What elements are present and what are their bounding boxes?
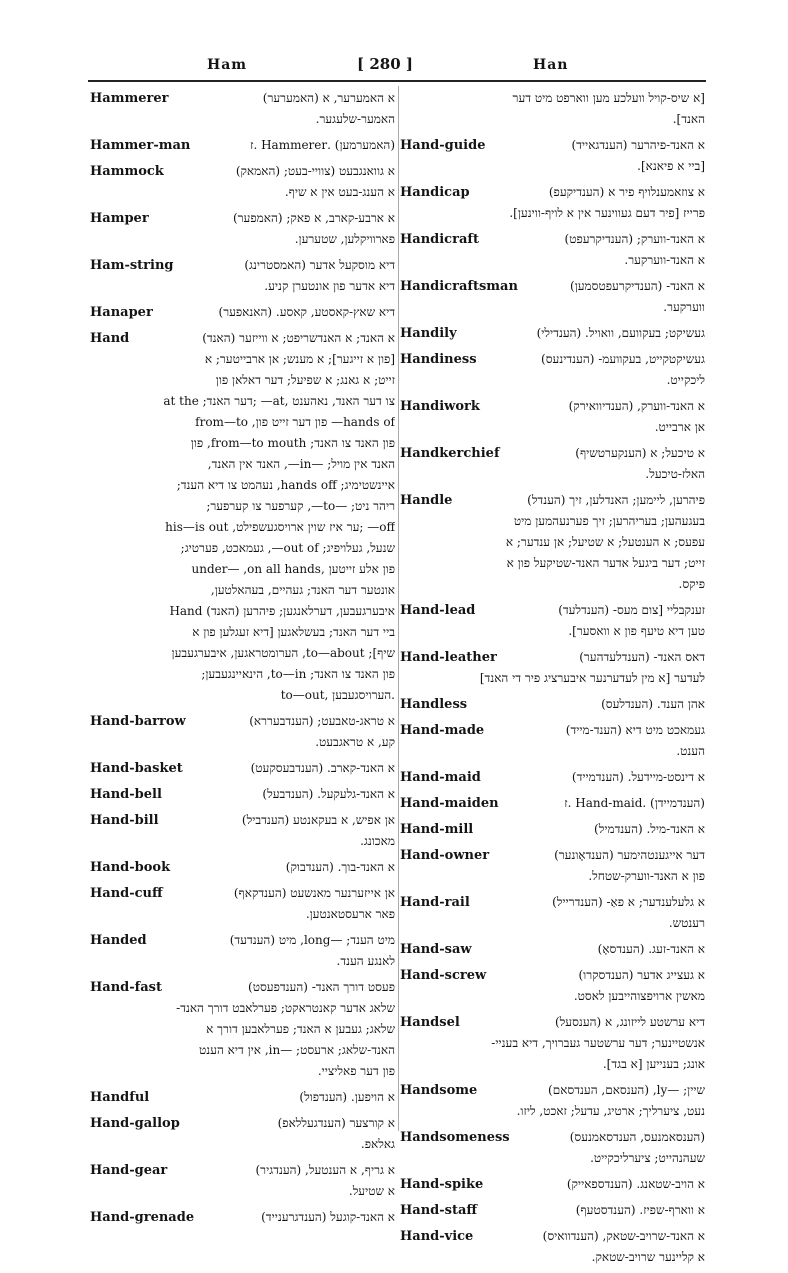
headword: Handicap — [400, 185, 470, 200]
definition-continuation: א הענג-בעט אין א שיף. — [284, 185, 395, 199]
definition-continuation: א שטיעל. — [348, 1184, 395, 1198]
definition-continuation: from—to ,פון דער זייט פון —hands of — [195, 415, 395, 429]
definition-continuation: א האנד-ווערקער. — [624, 253, 705, 267]
definition-text: זענקבליי [צום מעס- (הענדלעד) — [558, 603, 705, 617]
definition-continuation: האמער-שלעגער. — [315, 112, 395, 126]
headword: Hand-gear — [90, 1163, 168, 1178]
dictionary-entry — [400, 490, 705, 595]
definition-text: א האנד-זעג. (הענדסאָ) — [597, 942, 705, 956]
dictionary-entry — [400, 349, 705, 391]
dictionary-entry — [90, 302, 395, 323]
headword: Hamper — [90, 211, 149, 226]
definition-continuation: האנד]. — [672, 112, 705, 126]
entry-first-line — [90, 208, 395, 229]
entry-first-line — [90, 88, 395, 109]
dictionary-entry — [400, 647, 705, 689]
definition-text: א קורצער (הענדגעללאפ) — [277, 1116, 395, 1130]
definition-continuation: פון דער פאליציי. — [317, 1064, 395, 1078]
definition-continuation: פיקס. — [678, 577, 705, 591]
definition-continuation: אן ארבייט. — [654, 420, 705, 434]
dictionary-entry — [400, 323, 705, 344]
definition-continuation: עפעס; א הענטעל; א שטיעל; אן ענדער; א — [505, 535, 705, 549]
definition-text: א ארבע-קארב, א פאק; (האמפער) — [232, 211, 395, 225]
definition-text: שיין; —ly, (הענסאם, הענדסאם) — [548, 1083, 705, 1097]
entry-first-line — [400, 1174, 705, 1195]
definition-continuation: פארוויקלען, שטערען. — [294, 232, 395, 246]
headword: Hand — [90, 331, 130, 346]
left-column — [90, 88, 395, 1233]
definition-text: א ווארף-שפיז. (הענדסטעף) — [575, 1203, 705, 1217]
definition-continuation: האנד אין מויל; —in—, האנד אין האנד, — [207, 457, 395, 471]
definition-text: א האנד-בוך. (הענדבוק) — [285, 860, 395, 874]
definition-text: דיא שאץ-קאסטע, קאסע. (האנאפער) — [218, 305, 395, 319]
dictionary-entry — [400, 767, 705, 788]
headword: Hand-barrow — [90, 714, 186, 729]
definition-continuation: דיא אדער פון אונטערן קניע. — [264, 279, 395, 293]
definition-continuation: איינשטימיג; hands off, נעהמט צו דיא הענד; — [176, 478, 395, 492]
definition-text: א האמערער, א (האמערער) — [262, 91, 395, 105]
entry-first-line — [400, 349, 705, 370]
definition-text: אהן הענד. (הענדלעס) — [601, 697, 705, 711]
entry-first-line — [400, 1200, 705, 1221]
entry-first-line — [90, 930, 395, 951]
entry-first-line — [400, 135, 705, 156]
entry-first-line — [400, 819, 705, 840]
dictionary-entry — [90, 1087, 395, 1108]
dictionary-entry — [400, 276, 705, 318]
definition-text: דאס האנד- (הענדלעדהער) — [579, 650, 705, 664]
definition-text: געשיקטקייט, בעקוועמ- (הענדינעס) — [541, 352, 705, 366]
headword: Hand-lead — [400, 603, 476, 618]
dictionary-entry — [400, 182, 705, 224]
dictionary-entry — [400, 443, 705, 485]
definition-text: פעסט דורך האנד- (הענדפעסט) — [248, 980, 395, 994]
headword: Handsel — [400, 1015, 460, 1030]
entry-first-line — [400, 1080, 705, 1101]
entry-first-line — [400, 694, 705, 715]
entry-first-line — [90, 1160, 395, 1181]
dictionary-entry — [90, 328, 395, 706]
entry-first-line — [400, 88, 705, 109]
entry-first-line — [90, 1207, 395, 1228]
dictionary-entry — [90, 1207, 395, 1228]
headword: Handicraftsman — [400, 279, 518, 294]
definition-text: א צוזאמענלויף פיר א (הענדיקעפ) — [548, 185, 705, 199]
definition-text: (הענדמיידן) .Hand-maid .ז — [564, 796, 705, 810]
dictionary-entry — [90, 784, 395, 805]
dictionary-entry — [400, 819, 705, 840]
dictionary-entry — [400, 1012, 705, 1075]
definition-continuation: רענטש. — [668, 916, 705, 930]
headword: Ham-string — [90, 258, 174, 273]
definition-text: א טיכעל; א (הענקערטשיף) — [575, 446, 705, 460]
definition-continuation: פון א האנד-ווערק-שטחל. — [588, 869, 705, 883]
headword: Hand-grenade — [90, 1210, 195, 1225]
definition-text: א הויפען. (הענדפול) — [299, 1090, 395, 1104]
definition-text: א האנד-מיל. (הענדמיל) — [594, 822, 705, 836]
definition-continuation: to—out, הערויסגעבען. — [280, 688, 395, 702]
headword: Hand-vice — [400, 1229, 474, 1244]
dictionary-entry — [400, 892, 705, 934]
definition-continuation: אונג; בענייען [א בגד]. — [602, 1057, 705, 1071]
definition-continuation: זייט; א גאנג; א שפיעל; דער דאלאן פון — [215, 373, 395, 387]
entry-first-line — [90, 255, 395, 276]
headword: Hand-screw — [400, 968, 487, 983]
dictionary-entry — [400, 1200, 705, 1221]
definition-text: א דינסט-מיידעל. (הענדמייד) — [571, 770, 705, 784]
dictionary-entry — [90, 1113, 395, 1155]
definition-text: א געצייג אדער (הענדסקרו) — [578, 968, 705, 982]
definition-continuation: under— ,on all hands, פון אלע זייטען — [191, 562, 395, 576]
left-guide-word: Ham — [207, 57, 248, 73]
headword: Hand-staff — [400, 1203, 478, 1218]
headword: Hand-made — [400, 723, 485, 738]
definition-text: א האנד-ווערק; (הענדיקרעפט) — [564, 232, 705, 246]
definition-text: א האנד; א האנדשריפט; א ווייזער (האנד) — [202, 331, 395, 345]
headword: Hand-spike — [400, 1177, 484, 1192]
header-rule — [88, 80, 706, 82]
entry-first-line — [400, 1127, 705, 1148]
dictionary-entry — [400, 600, 705, 642]
entry-first-line — [90, 161, 395, 182]
headword: Hammer-man — [90, 138, 191, 153]
definition-text: א האנד-גלעקעל. (הענדבעל) — [262, 787, 395, 801]
headword: Handkerchief — [400, 446, 500, 461]
dictionary-entry — [400, 1174, 705, 1195]
entry-first-line — [90, 135, 395, 156]
definition-continuation: אונטער דער האנד; געהיים, בעהאלטען, — [210, 583, 395, 597]
entry-first-line — [90, 857, 395, 878]
entry-first-line — [400, 939, 705, 960]
dictionary-entry — [400, 1226, 705, 1268]
entry-first-line — [400, 443, 705, 464]
definition-continuation: פאר ארעסטאנטען. — [305, 907, 395, 921]
dictionary-entry — [90, 161, 395, 203]
dictionary-entry — [400, 229, 705, 271]
entry-first-line — [90, 1113, 395, 1134]
definition-continuation: at the ;דער האנד; —at, צו דער האנד, נאהענט — [163, 394, 395, 408]
entry-first-line — [400, 600, 705, 621]
dictionary-entry — [90, 88, 395, 130]
definition-text: א האנד-שרויב-שטאק, (הענדוואיס) — [542, 1229, 705, 1243]
headword: Handful — [90, 1090, 150, 1105]
entry-first-line — [400, 767, 705, 788]
definition-continuation: טען דיא טיעף פון א וואסער]. — [568, 624, 705, 638]
entry-first-line — [400, 892, 705, 913]
dictionary-entry — [400, 1127, 705, 1169]
definition-continuation: פון האנד צו האנד; from—to mouth, פון — [190, 436, 395, 450]
headword: Handless — [400, 697, 468, 712]
definition-continuation: האלז-טיכעל. — [645, 467, 705, 481]
definition-text: א גלעלענדער; א פאַ- (הענדרייל) — [552, 895, 705, 909]
headword: Hand-owner — [400, 848, 490, 863]
dictionary-entry — [400, 694, 705, 715]
entry-first-line — [400, 323, 705, 344]
entry-first-line — [90, 302, 395, 323]
entry-first-line — [400, 720, 705, 741]
definition-text: (האמערמען) .Hammerer .ז — [250, 138, 395, 152]
dictionary-entry — [400, 793, 705, 814]
headword: Hand-maiden — [400, 796, 499, 811]
definition-continuation: פרייז [פיר דעם געווינער אין א לויף-ווינען]. — [509, 206, 705, 220]
headword: Handicraft — [400, 232, 479, 247]
dictionary-entry — [90, 208, 395, 250]
dictionary-entry — [400, 720, 705, 762]
definition-continuation: שלאג; געבען א האנד; פערלאבען דורך א — [206, 1022, 395, 1036]
headword: Handed — [90, 933, 147, 948]
headword: Hand-gallop — [90, 1116, 180, 1131]
definition-continuation: אנשטיינער; דער ערשטער געברויך, דיא בעניי- — [491, 1036, 705, 1050]
headword: Hand-guide — [400, 138, 486, 153]
dictionary-entry — [90, 883, 395, 925]
definition-continuation: א קליינער שרויב-שטאק. — [591, 1250, 705, 1264]
definition-continuation: איבערגעבען, דערלאנגען; פיהרען (האנד) Hand — [169, 604, 395, 618]
entry-first-line — [400, 182, 705, 203]
entry-first-line — [400, 845, 705, 866]
headword: Hand-mill — [400, 822, 474, 837]
definition-continuation: האנד-שלאג; ארעסט; —in, אין דיא הענט — [199, 1043, 395, 1057]
dictionary-entry — [400, 845, 705, 887]
definition-continuation: שלאג אדער קאנטראקט; פערלאבט דורך האנד- — [176, 1001, 395, 1015]
definition-continuation: מאשין ארויפצוהייבען לאסט. — [573, 989, 705, 1003]
definition-text: א האנד-קארב. (הענדבעסקעט) — [250, 761, 395, 775]
entry-first-line — [400, 965, 705, 986]
definition-text: א האנד-פיהרער (הענדגאייד) — [571, 138, 705, 152]
definition-text: א גוואנגבעט (צוויי-בעט; (האמאק) — [235, 164, 395, 178]
definition-text: מיט הענד; —long, מיט (הענדעד) — [229, 933, 395, 947]
headword: Hand-leather — [400, 650, 497, 665]
definition-continuation: [ביי א פיאנא]. — [637, 159, 705, 173]
dictionary-entry — [400, 1080, 705, 1122]
dictionary-entry — [90, 135, 395, 156]
definition-continuation: ווערקער. — [663, 300, 705, 314]
entry-first-line — [90, 810, 395, 831]
definition-text: געמאכט מיט דיא (הענד-מייד) — [565, 723, 705, 737]
right-guide-word: Han — [533, 57, 569, 73]
definition-text: א טראג-טאבעט; (הענדבעררא) — [249, 714, 395, 728]
headword: Hand-rail — [400, 895, 470, 910]
definition-text: דיא ערשטע לייזונג, א (הענסעל) — [555, 1015, 705, 1029]
dictionary-entry — [90, 857, 395, 878]
entry-first-line — [400, 490, 705, 511]
headword: Hand-book — [90, 860, 171, 875]
definition-continuation: ביי דער האנד; בעשלאגען [דיא זעגלען פון א — [192, 625, 395, 639]
definition-continuation: גאלאפ. — [360, 1137, 395, 1151]
headword: Hammock — [90, 164, 164, 179]
dictionary-entry — [400, 965, 705, 1007]
definition-continuation: קע, א טראגבעט. — [315, 735, 395, 749]
dictionary-entry — [400, 939, 705, 960]
definition-continuation: לעדער [א מין לעדערנער איבערציג פיר די האנד] — [479, 671, 705, 685]
entry-first-line — [90, 1087, 395, 1108]
entry-first-line — [400, 1012, 705, 1033]
entry-first-line — [400, 396, 705, 417]
headword: Handiwork — [400, 399, 480, 414]
definition-continuation: מאכונג. — [360, 834, 395, 848]
definition-text: דיא מוסקעל אדער (האמסטרינג) — [244, 258, 395, 272]
headword: Hand-cuff — [90, 886, 163, 901]
headword: Hand-bill — [90, 813, 159, 828]
definition-continuation: זייט; דער ביגעל אדער האנד-שטיקעל פון א — [506, 556, 705, 570]
page-number: [ 280 ] — [357, 55, 413, 73]
dictionary-entry — [90, 758, 395, 779]
headword: Hand-bell — [90, 787, 162, 802]
entry-first-line — [90, 758, 395, 779]
definition-continuation: [פון א זייגער]; א מענש; אן ארבייטער; א — [204, 352, 395, 366]
headword: Handsomeness — [400, 1130, 510, 1145]
headword: Handsome — [400, 1083, 478, 1098]
definition-continuation: שיף]; to—about, הערומטראגען, איבערגעבען — [171, 646, 395, 660]
headword: Hammerer — [90, 91, 169, 106]
entry-first-line — [90, 883, 395, 904]
definition-text: א האנד-ווערק, (הענדיוואירק) — [568, 399, 705, 413]
headword: Hand-fast — [90, 980, 162, 995]
definition-text: [א שיס-קויל וועלכע מען ווארפט מיט דער — [512, 91, 705, 105]
entry-first-line — [400, 229, 705, 250]
definition-continuation: נעט, ציערליך; ארטיג, עדעל; זאכט, ליזו. — [516, 1104, 705, 1118]
definition-text: א האנד- (הענדיקרעפטסמען) — [570, 279, 705, 293]
headword: Handle — [400, 493, 453, 508]
definition-continuation: לאנגע הענד. — [336, 954, 395, 968]
dictionary-entry — [400, 88, 705, 130]
dictionary-entry — [90, 810, 395, 852]
entry-first-line — [90, 977, 395, 998]
dictionary-entry — [90, 930, 395, 972]
entry-first-line — [90, 711, 395, 732]
headword: Hand-maid — [400, 770, 481, 785]
entry-first-line — [400, 647, 705, 668]
dictionary-entry — [90, 1160, 395, 1202]
headword: Hand-saw — [400, 942, 472, 957]
definition-text: אן אייזערנער מאנשעט (הענדקאף) — [233, 886, 395, 900]
dictionary-entry — [400, 396, 705, 438]
headword: Handiness — [400, 352, 477, 367]
headword: Handily — [400, 326, 457, 341]
definition-text: פיהרען, ליימען; האנדלען, זיך (הענדל) — [527, 493, 705, 507]
column-divider — [398, 86, 399, 1131]
entry-first-line — [90, 328, 395, 349]
dictionary-entry — [90, 977, 395, 1082]
definition-text: געשיקט; בעקוועם, וואויל. (הענדילי) — [536, 326, 705, 340]
definition-continuation: ריהר ניט; —to—, קערפער צו קערפער; — [206, 499, 395, 513]
entry-first-line — [400, 1226, 705, 1247]
headword: Hanaper — [90, 305, 153, 320]
definition-continuation: פון האנד צו האנד; to—in, הינאיינגעבען; — [201, 667, 395, 681]
definition-continuation: שנעל, געלויפיג; out of—, געמאכט, פערטיג; — [180, 541, 395, 555]
definition-text: א הויב-שטאנג. (הענדספאייק) — [566, 1177, 705, 1191]
entry-first-line — [400, 793, 705, 814]
definition-text: אן אפיש, א בעקאנטע (הענדביל) — [241, 813, 395, 827]
entry-first-line — [400, 276, 705, 297]
definition-continuation: ליכקייט. — [666, 373, 705, 387]
dictionary-entry — [90, 711, 395, 753]
right-column — [400, 88, 705, 1273]
definition-continuation: his—is out ,ער איז שוין ארויסגעשפילט; —off — [165, 520, 395, 534]
definition-continuation: שעהנהייט; ציערליכקייט. — [590, 1151, 705, 1165]
definition-text: (הענסאמנעס, הענדסאמנעס) — [569, 1130, 705, 1144]
dictionary-entry — [90, 255, 395, 297]
definition-text: דער אייגענטהימער (הענדאָונער) — [554, 848, 705, 862]
definition-text: א האנד-קוגעל (הענדגרענייד) — [261, 1210, 395, 1224]
entry-first-line — [90, 784, 395, 805]
definition-text: א גריף, א הענטעל, (הענדגיר) — [255, 1163, 395, 1177]
definition-continuation: בעגעהען; בעריהרען; זיך פערנעהמען מיט — [513, 514, 705, 528]
dictionary-entry — [400, 135, 705, 177]
definition-continuation: הענט. — [676, 744, 705, 758]
headword: Hand-basket — [90, 761, 183, 776]
